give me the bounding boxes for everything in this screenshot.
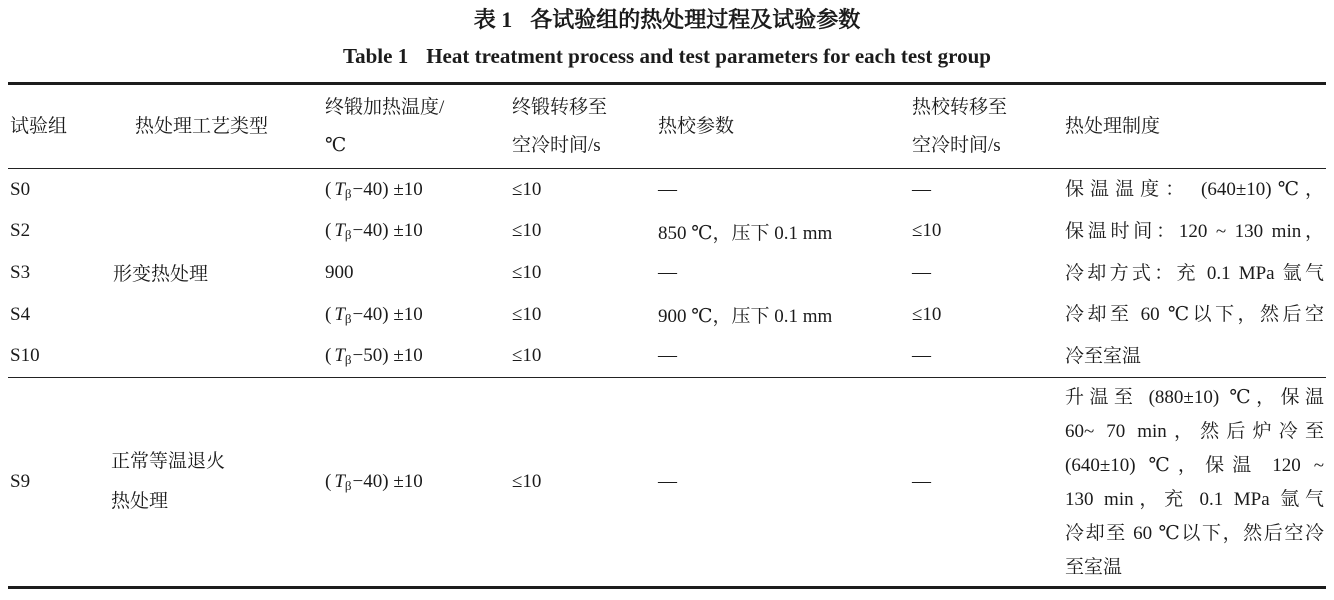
formula-var: T bbox=[334, 471, 345, 492]
cell-test-group: S10 bbox=[10, 345, 40, 367]
formula-pre: ( bbox=[325, 471, 332, 492]
cell-forge-transfer: ≤10 bbox=[512, 220, 542, 242]
header-forge-transfer bbox=[510, 89, 656, 165]
cell-test-group: S2 bbox=[10, 220, 31, 242]
regime-line: 冷至室温 bbox=[1065, 346, 1142, 368]
header-label: 热校转移至 bbox=[912, 96, 1008, 118]
process-type-line: 正常等温退火 bbox=[111, 451, 226, 472]
formula-var: T bbox=[334, 220, 345, 242]
header-label: 终锻加热温度/ bbox=[325, 96, 445, 118]
regime-line: 冷却至 60 ℃以下，然后空冷 bbox=[1065, 523, 1324, 544]
regime-line: 130 min，充 0.1 MPa 氩气 bbox=[1065, 489, 1324, 510]
cell-forge-temp: ( T β −40) ±10 bbox=[325, 471, 423, 493]
cell-test-group: S4 bbox=[10, 303, 31, 325]
cell-process-type-merged: 形变热处理 bbox=[113, 264, 209, 286]
cell-test-group: S0 bbox=[10, 178, 31, 200]
regime-line: (640±10) ℃，保温 120 ~ bbox=[1065, 455, 1324, 476]
regime-line: 冷却至 60 ℃以下，然后空 bbox=[1065, 304, 1324, 326]
cell-correction-transfer: — bbox=[912, 178, 931, 200]
cell-test-group: S9 bbox=[10, 471, 31, 492]
cell-correction-params: — bbox=[658, 345, 677, 367]
formula-var: T bbox=[334, 178, 345, 200]
header-process-type bbox=[111, 108, 323, 146]
header-row bbox=[8, 85, 1326, 169]
header-label: 热校参数 bbox=[658, 115, 735, 137]
cell-forge-transfer: ≤10 bbox=[512, 178, 542, 200]
formula-post: −40) ±10 bbox=[352, 220, 423, 242]
formula-var: T bbox=[334, 303, 345, 325]
group-isothermal-annealing bbox=[8, 378, 1326, 586]
cell-correction-params: — bbox=[658, 178, 677, 200]
cell-correction-transfer: ≤10 bbox=[912, 220, 942, 242]
header-label: 热处理工艺类型 bbox=[135, 115, 269, 137]
cell-correction-transfer: — bbox=[912, 471, 931, 492]
cell-regime-merged bbox=[1063, 169, 1326, 378]
cell-regime bbox=[1063, 378, 1326, 585]
cell-test-group: S3 bbox=[10, 261, 31, 283]
table-title-en-label: Table 1 bbox=[343, 44, 409, 68]
header-forge-temp bbox=[323, 89, 510, 165]
header-label: 试验组 bbox=[10, 115, 68, 137]
cell-forge-temp bbox=[323, 252, 510, 294]
cell-correction-params: — bbox=[658, 471, 677, 492]
header-correction-transfer bbox=[910, 89, 1063, 165]
table-title-zh-label: 表 1 bbox=[473, 7, 513, 32]
cell-correction-transfer: — bbox=[912, 261, 931, 283]
formula-post: −40) ±10 bbox=[352, 303, 423, 325]
regime-line: 60~ 70 min，然后炉冷至 bbox=[1065, 421, 1324, 442]
header-heat-treatment-regime bbox=[1063, 108, 1326, 146]
cell-correction-transfer: ≤10 bbox=[912, 303, 942, 325]
cell-forge-transfer: ≤10 bbox=[512, 345, 542, 367]
cell-forge-transfer: ≤10 bbox=[512, 261, 542, 283]
formula-var: T bbox=[334, 345, 345, 367]
regime-line: 保温时间：120 ~ 130 min， bbox=[1065, 220, 1324, 242]
table-title-zh-text: 各试验组的热处理过程及试验参数 bbox=[530, 7, 861, 32]
cell-correction-params: 850 ℃，压下 0.1 mm bbox=[658, 222, 833, 244]
cell-correction-params: — bbox=[658, 261, 677, 283]
regime-line: 保温温度： (640±10)℃， bbox=[1065, 179, 1324, 200]
cell-forge-transfer: ≤10 bbox=[512, 471, 542, 492]
formula-pre: ( bbox=[325, 303, 332, 325]
cell-correction-transfer: — bbox=[912, 345, 931, 367]
data-table bbox=[8, 82, 1326, 589]
header-test-group bbox=[8, 108, 111, 146]
cell-forge-transfer: ≤10 bbox=[512, 303, 542, 325]
regime-line: 至室温 bbox=[1065, 557, 1123, 578]
header-label: 空冷时间/s bbox=[912, 134, 1001, 156]
cell-forge-temp: ( T β −40) ±10 bbox=[325, 220, 423, 243]
cell-forge-temp: ( T β −40) ±10 bbox=[325, 303, 423, 326]
table-title-en-text: Heat treatment process and test parameters for each test group bbox=[426, 44, 991, 68]
formula-post: −40) ±10 bbox=[352, 178, 423, 200]
table-title-en bbox=[0, 42, 1334, 70]
header-label: 热处理制度 bbox=[1065, 115, 1161, 137]
cell-correction-params: 900 ℃，压下 0.1 mm bbox=[658, 306, 833, 328]
regime-line: 升温至 (880±10) ℃，保温 bbox=[1065, 387, 1324, 408]
process-type-line: 热处理 bbox=[111, 491, 169, 512]
header-label: 终锻转移至 bbox=[512, 96, 608, 118]
formula-pre: ( bbox=[325, 220, 332, 242]
formula-post: −50) ±10 bbox=[352, 345, 423, 367]
header-correction-params bbox=[656, 108, 910, 146]
formula-pre: ( bbox=[325, 345, 332, 367]
header-label: ℃ bbox=[325, 134, 347, 156]
cell-forge-temp: ( T β −40) ±10 bbox=[325, 178, 423, 201]
header-label: 空冷时间/s bbox=[512, 134, 601, 156]
formula-pre: 900 bbox=[325, 261, 354, 283]
group-deformation-heat-treatment bbox=[8, 169, 1326, 378]
cell-process-type bbox=[111, 442, 323, 522]
regime-line: 冷却方式：充 0.1 MPa 氩气 bbox=[1065, 262, 1324, 284]
cell-forge-temp: ( T β −50) ±10 bbox=[325, 345, 423, 368]
table-title-zh bbox=[0, 6, 1334, 34]
formula-pre: ( bbox=[325, 178, 332, 200]
formula-post: −40) ±10 bbox=[352, 471, 423, 492]
